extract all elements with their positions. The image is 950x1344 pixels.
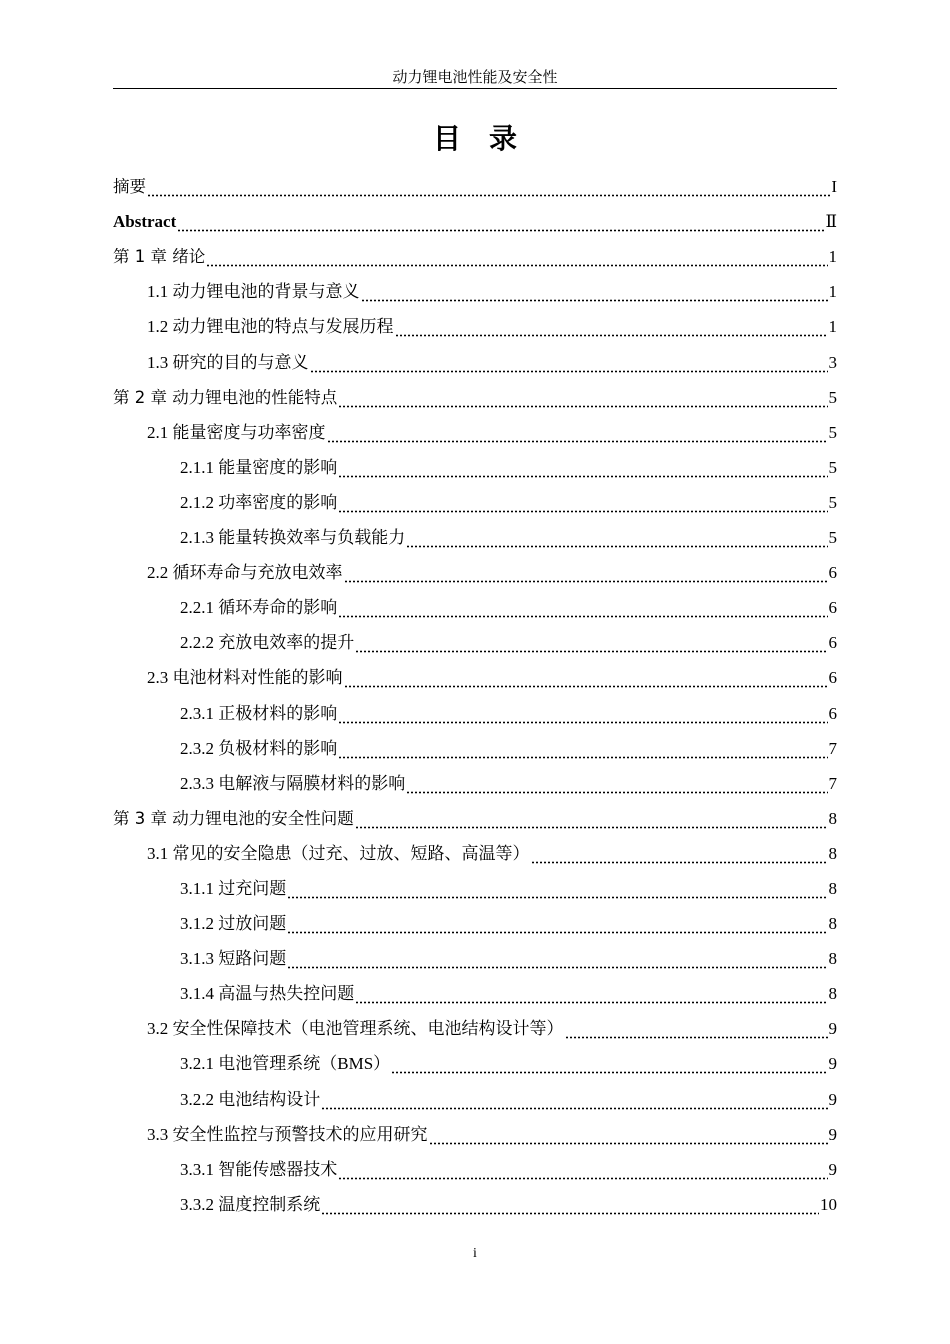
toc-entry[interactable] bbox=[113, 727, 837, 762]
toc-entry[interactable] bbox=[113, 411, 837, 446]
toc-entry-page: 8 bbox=[828, 878, 837, 898]
toc-entry[interactable] bbox=[113, 1077, 837, 1112]
toc-entry-label: 3.2 安全性保障技术（电池管理系统、电池结构设计等） bbox=[147, 1019, 564, 1039]
toc-entry-page: 5 bbox=[828, 387, 837, 407]
toc-entry[interactable] bbox=[113, 1183, 837, 1218]
toc-entry-page: 6 bbox=[828, 633, 837, 653]
toc-entry-label: 3.3.2 温度控制系统 bbox=[180, 1194, 321, 1214]
dot-leader bbox=[355, 634, 827, 656]
toc-entry-page: I bbox=[831, 177, 837, 197]
toc-entry-label: 3.2.1 电池管理系统（BMS） bbox=[180, 1054, 391, 1074]
toc-entry-page: 9 bbox=[828, 1089, 837, 1109]
toc-entry[interactable] bbox=[113, 1042, 837, 1077]
toc-entry-label: 2.1.1 能量密度的影响 bbox=[180, 457, 338, 477]
toc-entry-page: 9 bbox=[828, 1159, 837, 1179]
dot-leader bbox=[310, 354, 828, 376]
toc-entry-page: 5 bbox=[828, 528, 837, 548]
toc-entry-label: 3.1.4 高温与热失控问题 bbox=[180, 984, 355, 1004]
toc-entry-page: 10 bbox=[820, 1194, 837, 1214]
dot-leader bbox=[321, 1091, 827, 1113]
toc-entry[interactable] bbox=[113, 797, 837, 832]
toc-entry-label: 1.1 动力锂电池的背景与意义 bbox=[147, 282, 360, 302]
toc-entry[interactable] bbox=[113, 551, 837, 586]
toc-entry[interactable] bbox=[113, 762, 837, 797]
dot-leader bbox=[287, 915, 827, 937]
toc-entry-page: 8 bbox=[828, 843, 837, 863]
toc-entry-page: 5 bbox=[828, 457, 837, 477]
dot-leader bbox=[287, 950, 827, 972]
toc-entry-page: Ⅱ bbox=[825, 212, 837, 232]
toc-entry[interactable] bbox=[113, 446, 837, 481]
toc-entry-page: 9 bbox=[828, 1019, 837, 1039]
toc-entry[interactable] bbox=[113, 691, 837, 726]
toc-entry[interactable] bbox=[113, 867, 837, 902]
dot-leader bbox=[391, 1055, 827, 1077]
toc-entry-label: 2.1.2 功率密度的影响 bbox=[180, 492, 338, 512]
dot-leader bbox=[177, 213, 824, 235]
page-title: 目 录 bbox=[432, 124, 517, 155]
toc-entry[interactable] bbox=[113, 832, 837, 867]
toc-entry-label: 3.1.1 过充问题 bbox=[180, 878, 287, 898]
dot-leader bbox=[355, 810, 828, 832]
toc-entry-page: 7 bbox=[828, 738, 837, 758]
toc-entry-label: 2.3.2 负极材料的影响 bbox=[180, 738, 338, 758]
toc-entry-label: 2.3.1 正极材料的影响 bbox=[180, 703, 338, 723]
toc-entry-page: 8 bbox=[828, 808, 837, 828]
toc-entry-label: 第 3 章 动力锂电池的安全性问题 bbox=[113, 808, 354, 828]
toc-entry[interactable] bbox=[113, 235, 837, 270]
toc-entry-page: 3 bbox=[828, 352, 837, 372]
toc-entry-label: 1.2 动力锂电池的特点与发展历程 bbox=[147, 317, 394, 337]
toc-entry-page: 8 bbox=[828, 949, 837, 969]
toc-entry-label: 3.2.2 电池结构设计 bbox=[180, 1089, 321, 1109]
toc-entry[interactable] bbox=[113, 1113, 837, 1148]
toc-entry[interactable] bbox=[113, 1148, 837, 1183]
toc-entry[interactable] bbox=[113, 305, 837, 340]
toc-entry[interactable] bbox=[113, 340, 837, 375]
toc-entry-page: 5 bbox=[828, 422, 837, 442]
toc-entry-page: 1 bbox=[828, 317, 837, 337]
dot-leader bbox=[338, 740, 827, 762]
dot-leader bbox=[565, 1020, 828, 1042]
dot-leader bbox=[361, 283, 828, 305]
toc-entry[interactable] bbox=[113, 270, 837, 305]
dot-leader bbox=[355, 985, 827, 1007]
dot-leader bbox=[395, 318, 828, 340]
header-rule bbox=[113, 88, 837, 89]
toc-entry-label: 3.1.2 过放问题 bbox=[180, 914, 287, 934]
table-of-contents bbox=[113, 165, 837, 1218]
toc-entry-label: 第 2 章 动力锂电池的性能特点 bbox=[113, 387, 338, 407]
toc-entry-page: 8 bbox=[828, 984, 837, 1004]
toc-entry-label: 摘要 bbox=[113, 177, 146, 197]
dot-leader bbox=[338, 705, 827, 727]
toc-entry-label: 3.1.3 短路问题 bbox=[180, 949, 287, 969]
toc-entry[interactable] bbox=[113, 481, 837, 516]
page-number: i bbox=[473, 1246, 477, 1261]
toc-entry-page: 1 bbox=[828, 282, 837, 302]
toc-entry-page: 8 bbox=[828, 914, 837, 934]
dot-leader bbox=[406, 775, 827, 797]
toc-entry[interactable] bbox=[113, 972, 837, 1007]
toc-entry-page: 1 bbox=[828, 247, 837, 267]
toc-entry[interactable] bbox=[113, 937, 837, 972]
toc-entry-label: 2.1.3 能量转换效率与负载能力 bbox=[180, 528, 406, 548]
dot-leader bbox=[338, 599, 827, 621]
dot-leader bbox=[338, 459, 827, 481]
dot-leader bbox=[287, 880, 827, 902]
dot-leader bbox=[429, 1126, 828, 1148]
dot-leader bbox=[344, 669, 828, 691]
toc-entry-label: 2.2.2 充放电效率的提升 bbox=[180, 633, 355, 653]
toc-entry-label: 3.3.1 智能传感器技术 bbox=[180, 1159, 338, 1179]
dot-leader bbox=[338, 1161, 827, 1183]
toc-entry[interactable] bbox=[113, 376, 837, 411]
toc-entry-page: 9 bbox=[828, 1054, 837, 1074]
dot-leader bbox=[147, 178, 830, 200]
dot-leader bbox=[338, 494, 827, 516]
dot-leader bbox=[531, 845, 828, 867]
toc-entry[interactable] bbox=[113, 902, 837, 937]
toc-entry-page: 5 bbox=[828, 492, 837, 512]
dot-leader bbox=[344, 564, 828, 586]
toc-entry-page: 6 bbox=[828, 598, 837, 618]
dot-leader bbox=[321, 1196, 819, 1218]
toc-entry-label: 3.3 安全性监控与预警技术的应用研究 bbox=[147, 1124, 428, 1144]
toc-entry-page: 6 bbox=[828, 703, 837, 723]
toc-entry[interactable] bbox=[113, 656, 837, 691]
toc-entry[interactable] bbox=[113, 1007, 837, 1042]
toc-entry-label: 2.3.3 电解液与隔膜材料的影响 bbox=[180, 773, 406, 793]
running-header: 动力锂电池性能及安全性 bbox=[392, 70, 558, 86]
toc-entry-page: 6 bbox=[828, 563, 837, 583]
dot-leader bbox=[338, 389, 827, 411]
toc-entry[interactable] bbox=[113, 586, 837, 621]
toc-entry-label: 第 1 章 绪论 bbox=[113, 247, 206, 267]
dot-leader bbox=[327, 424, 828, 446]
dot-leader bbox=[406, 529, 827, 551]
toc-entry-label: 3.1 常见的安全隐患（过充、过放、短路、高温等） bbox=[147, 843, 530, 863]
dot-leader bbox=[206, 248, 827, 270]
toc-entry-page: 9 bbox=[828, 1124, 837, 1144]
toc-entry-label: Abstract bbox=[113, 212, 177, 232]
toc-entry[interactable] bbox=[113, 165, 837, 200]
toc-entry-label: 2.3 电池材料对性能的影响 bbox=[147, 668, 343, 688]
toc-entry[interactable] bbox=[113, 516, 837, 551]
toc-entry-label: 2.2.1 循环寿命的影响 bbox=[180, 598, 338, 618]
toc-entry-label: 1.3 研究的目的与意义 bbox=[147, 352, 309, 372]
toc-entry[interactable] bbox=[113, 621, 837, 656]
toc-entry-page: 7 bbox=[828, 773, 837, 793]
toc-entry[interactable] bbox=[113, 200, 837, 235]
toc-entry-label: 2.1 能量密度与功率密度 bbox=[147, 422, 326, 442]
toc-entry-page: 6 bbox=[828, 668, 837, 688]
toc-entry-label: 2.2 循环寿命与充放电效率 bbox=[147, 563, 343, 583]
